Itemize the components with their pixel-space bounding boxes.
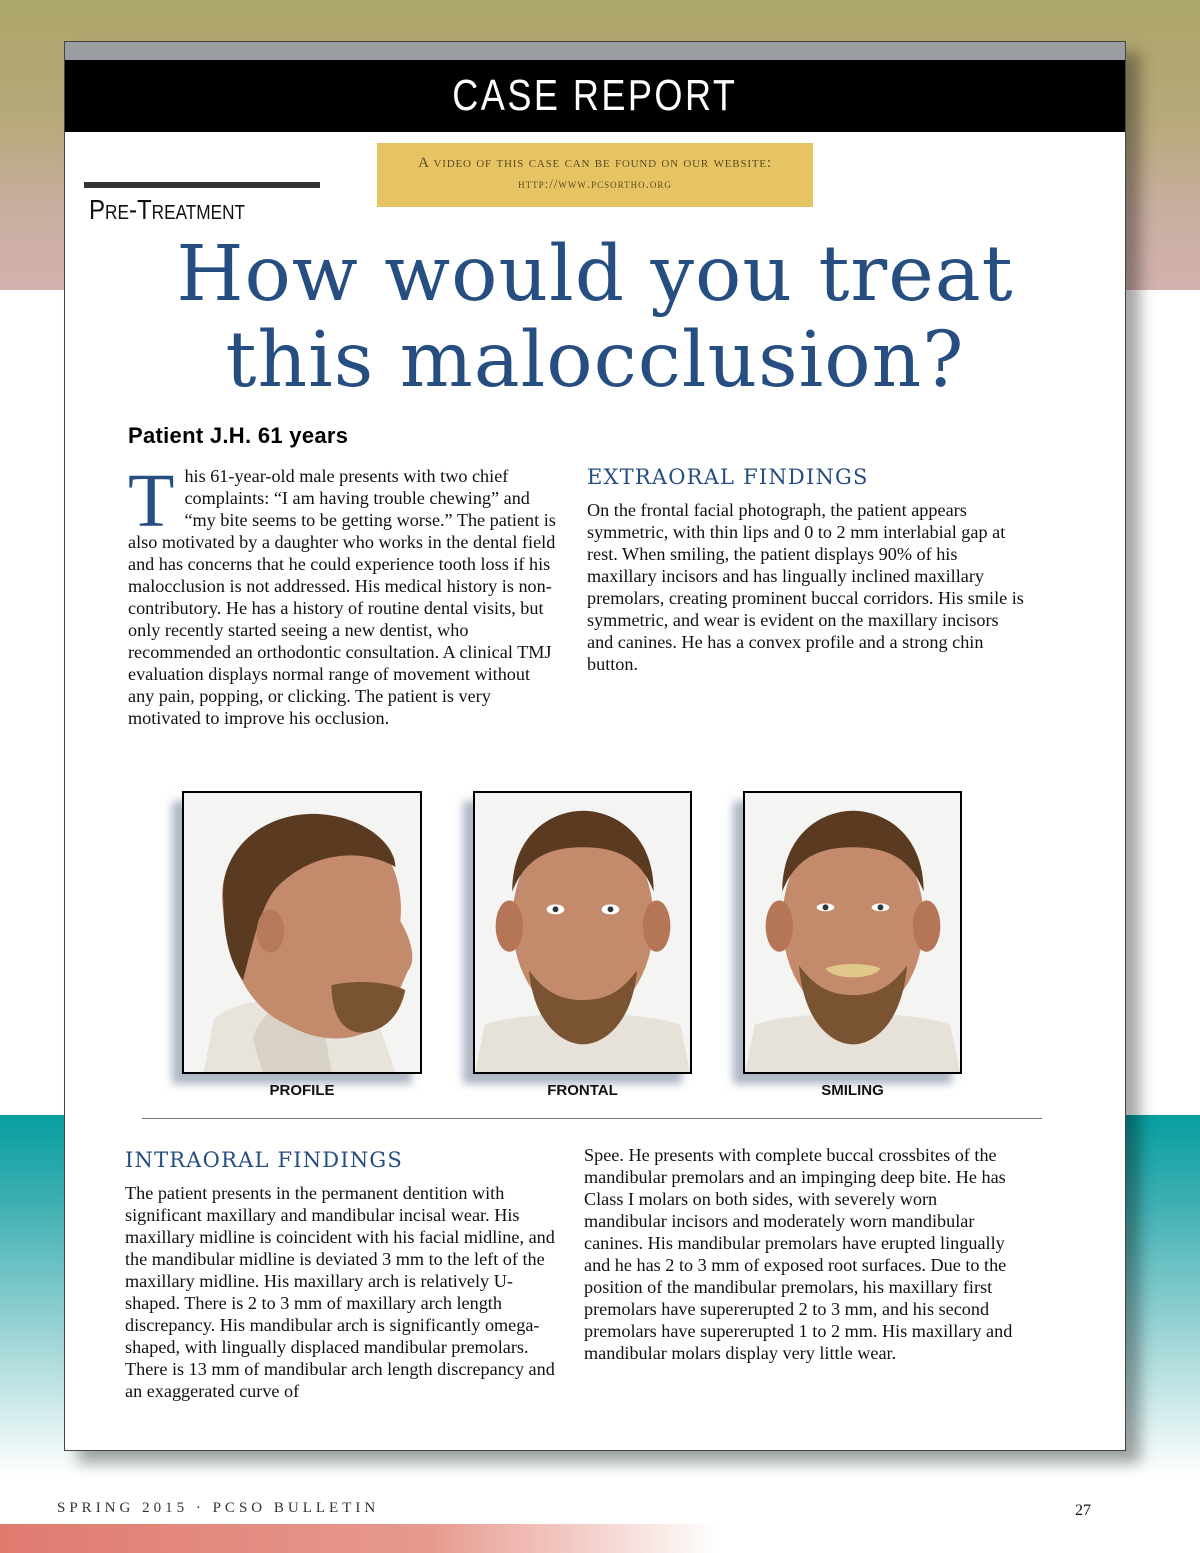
- section-header-title: CASE REPORT: [452, 71, 738, 120]
- section-header-bar: [65, 60, 1125, 132]
- profile-caption: PROFILE: [269, 1082, 335, 1099]
- footer-issue: SPRING 2015 · PCSO BULLETIN: [57, 1500, 380, 1516]
- extraoral-section: [587, 465, 1027, 675]
- video-notice-text: A video of this case can be found on our website:: [418, 155, 772, 171]
- profile-photo: [182, 791, 422, 1074]
- frontal-caption: FRONTAL: [547, 1082, 618, 1099]
- intraoral-heading: INTRAORAL FINDINGS: [125, 1148, 403, 1172]
- intro-paragraph: [128, 459, 560, 729]
- intraoral-text-column-1: The patient presents in the permanent dentition with significant maxillary and mandibular incisal wear. His maxillary midline is coincident with his facial midline, and the mandibular midline is deviated 3 mm to the left of the maxillary midline. His maxillary arch is relatively U-shaped. There is 2 to 3 mm of maxillary arch length discrepancy. His mandibular arch is significantly omega-shaped, with lingually displaced mandibular premolars. There is 13 mm of mandibular arch length discrepancy and an exaggerated curve of: [125, 1183, 555, 1401]
- intraoral-text-column-2: Spee. He presents with complete buccal crossbites of the mandibular premolars and an impinging deep bite. He has Class I molars on both sides, with severely worn mandibular incisors and moderately worn mandibular canines. His mandibular premolars have erupted lingually and he has 2 to 3 mm of exposed root surfaces. Due to the position of the mandibular premolars, his maxillary first premolars have supererupted 2 to 3 mm, and his second premolars have supererupted 1 to 2 mm. His maxillary and mandibular molars display very little wear.: [584, 1145, 1013, 1363]
- drop-cap: T: [128, 459, 175, 543]
- smiling-photo: [743, 791, 962, 1074]
- extraoral-text: On the frontal facial photograph, the patient appears symmetric, with thin lips and 0 to 2 mm interlabial gap at rest. When smiling, the patient displays 90% of his maxillary incisors and has lingually inclined maxillary premolars, creating prominent buccal corridors. His smile is symmetric, and wear is evident on the maxillary incisors and canines. He has a convex profile and a strong chin button.: [587, 500, 1024, 674]
- header-top-strip: [65, 42, 1125, 60]
- frontal-photo: [473, 791, 692, 1074]
- section-rule: [84, 182, 320, 188]
- article-title-line-2: this malocclusion?: [225, 316, 965, 405]
- video-notice-box: [377, 143, 813, 207]
- section-divider: [142, 1118, 1042, 1119]
- patient-photos: [65, 791, 1125, 1111]
- article-page: [64, 41, 1126, 1451]
- section-tag: Pre-Treatment: [89, 194, 246, 225]
- smiling-caption: SMILING: [821, 1082, 884, 1099]
- intro-text: his 61-year-old male presents with two chief complaints: “I am having trouble chewing” and “my bite seems to be getting worse.” The patient is also motivated by a daughter who works in the dental field and has concerns that he could experience tooth loss if his malocclusion is not addressed. His medical history is non-contributory. He has a history of routine dental visits, but only recently started seeing a new dentist, who recommended an orthodontic consultation. A clinical TMJ evaluation displays normal range of movement without any pain, popping, or clicking. The patient is very motivated to improve his occlusion.: [128, 466, 556, 728]
- page-number: 27: [1075, 1502, 1091, 1519]
- intraoral-section: [125, 1148, 565, 1402]
- article-title-line-1: How would you treat: [176, 230, 1014, 319]
- article-title: [65, 232, 1125, 404]
- video-website-link[interactable]: http://www.pcsortho.org: [518, 176, 672, 191]
- patient-heading: Patient J.H. 61 years: [128, 423, 349, 448]
- extraoral-heading: EXTRAORAL FINDINGS: [587, 465, 869, 489]
- footer-accent-bar: [0, 1524, 720, 1553]
